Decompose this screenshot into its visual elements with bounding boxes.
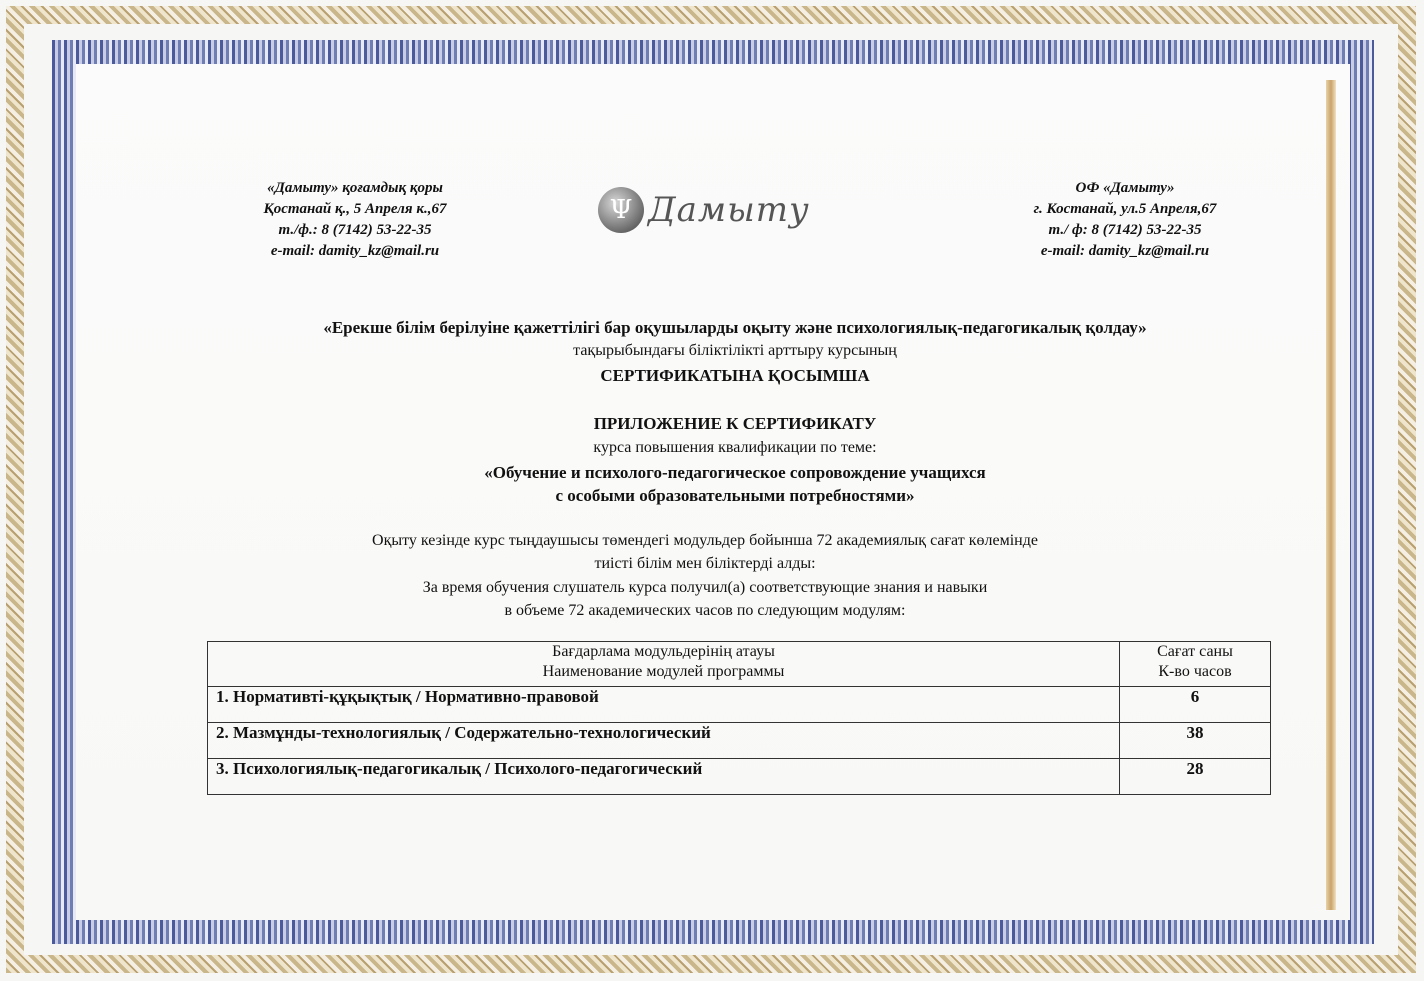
header-module-name-ru: Наименование модулей программы xyxy=(542,663,785,680)
module-hours: 38 xyxy=(1120,723,1271,759)
module-name: 2. Мазмұнды-технологиялық / Содержательно-технологический xyxy=(208,723,1120,759)
summary-kz-line2: тиісті білім мен біліктерді алды: xyxy=(594,555,816,572)
summary-kz-line1: Оқыту кезінде курс тыңдаушысы төмендегі модульдер бойынша 72 академиялық сағат көлемінде xyxy=(372,532,1038,549)
logo-text: Дамыту xyxy=(648,190,810,230)
module-name: 3. Психологиялық-педагогикалық / Психолого-педагогический xyxy=(208,759,1120,795)
header-hours-ru: К-во часов xyxy=(1158,663,1232,680)
table-row xyxy=(208,687,1271,723)
course-title-ru-line1: «Обучение и психолого-педагогическое сопровождение учащихся xyxy=(484,463,986,482)
module-hours: 6 xyxy=(1120,687,1271,723)
header-left-contacts xyxy=(210,178,500,262)
address-kz: Қостанай қ., 5 Апреля к.,67 xyxy=(263,201,447,217)
table-row xyxy=(208,759,1271,795)
summary-ru-line2: в объеме 72 академических часов по следующим модулям: xyxy=(504,602,906,619)
course-title-ru-line2: с особыми образовательными потребностями» xyxy=(555,486,915,505)
org-name-ru: ОФ «Дамыту» xyxy=(1075,180,1175,196)
certificate-heading-ru: ПРИЛОЖЕНИЕ К СЕРТИФИКАТУ xyxy=(593,414,877,433)
header-module-name-kz: Бағдарлама модульдерінің атауы xyxy=(552,643,775,660)
course-title-kz: «Ерекше білім берілуіне қажеттілігі бар оқушыларды оқыту және психологиялық-педагогикалық қолдау» xyxy=(323,318,1147,337)
summary-ru-line1: За время обучения слушатель курса получил(а) соответствующие знания и навыки xyxy=(422,579,988,596)
email-ru: e-mail: damity_kz@mail.ru xyxy=(1040,243,1210,259)
address-ru: г. Костанай, ул.5 Апреля,67 xyxy=(1033,201,1217,217)
header-module-name xyxy=(208,642,1120,687)
org-name-kz: «Дамыту» қоғамдық қоры xyxy=(267,180,443,196)
course-subtitle-ru: курса повышения квалификации по теме: xyxy=(593,439,877,456)
certificate-heading-kz: СЕРТИФИКАТЫНА ҚОСЫМША xyxy=(600,366,870,385)
table-row xyxy=(208,723,1271,759)
header-hours xyxy=(1120,642,1271,687)
table-header-row xyxy=(208,642,1271,687)
psi-logo-icon: Ψ xyxy=(598,187,644,233)
header-right-contacts xyxy=(990,178,1260,262)
phone-ru: т./ ф: 8 (7142) 53-22-35 xyxy=(1048,222,1202,238)
phone-kz: т./ф.: 8 (7142) 53-22-35 xyxy=(278,222,432,238)
email-kz: e-mail: damity_kz@mail.ru xyxy=(270,243,440,259)
modules-table xyxy=(207,641,1271,795)
module-name: 1. Нормативті-құқықтық / Нормативно-правовой xyxy=(208,687,1120,723)
module-hours: 28 xyxy=(1120,759,1271,795)
gold-foil-stripe xyxy=(1326,80,1336,910)
damytu-logo xyxy=(598,184,818,236)
header-hours-kz: Сағат саны xyxy=(1157,643,1233,660)
course-subtitle-kz: тақырыбындағы біліктілікті арттыру курсының xyxy=(573,342,897,359)
